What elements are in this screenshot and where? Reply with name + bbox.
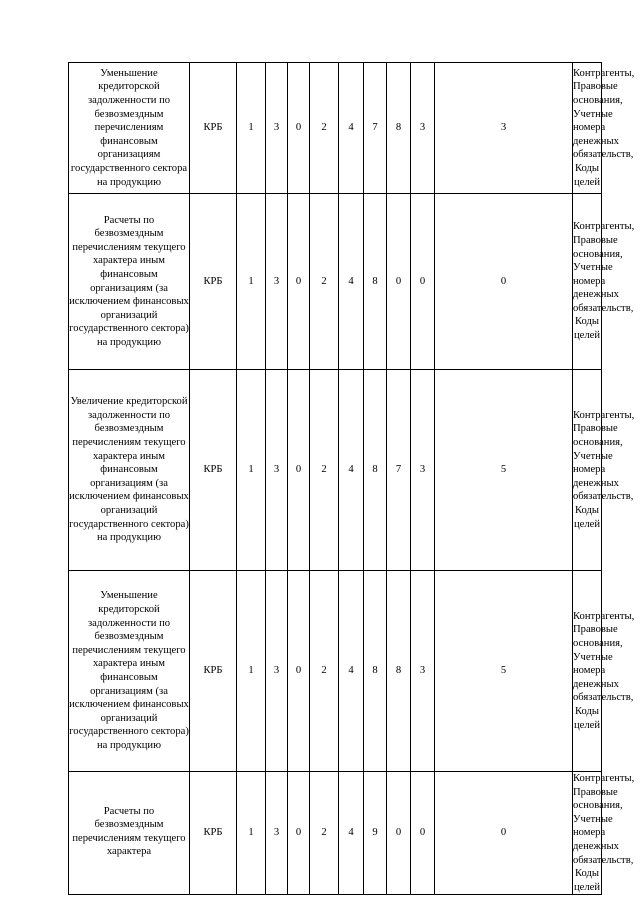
digit-cell: 2 xyxy=(310,194,339,370)
digit-cell: 3 xyxy=(266,370,288,571)
analytics-cell: Контрагенты, Правовые основания, Учетные номера денежных обязательств, Коды целей xyxy=(573,571,602,772)
account-code-cell: КРБ xyxy=(190,194,237,370)
digit-cell: 4 xyxy=(339,194,364,370)
table-row xyxy=(69,571,602,772)
digit-cell: 5 xyxy=(435,370,573,571)
account-name-cell: Увеличение кредиторской задолженности по безвозмездным перечислениям текущего характера иным финансовым организациям (за исключением финансовых организаций государственного сектора) на продукцию xyxy=(69,370,190,571)
digit-cell: 2 xyxy=(310,63,339,194)
digit-cell: 0 xyxy=(435,772,573,895)
digit-cell: 0 xyxy=(288,370,310,571)
table-row xyxy=(69,370,602,571)
digit-cell: 1 xyxy=(237,194,266,370)
digit-cell: 8 xyxy=(364,194,387,370)
digit-cell: 3 xyxy=(411,571,435,772)
digit-cell: 1 xyxy=(237,571,266,772)
digit-cell: 4 xyxy=(339,63,364,194)
digit-cell: 0 xyxy=(387,194,411,370)
account-name-cell: Уменьшение кредиторской задолженности по безвозмездным перечислениям текущего характера иным финансовым организациям (за исключением финансовых организаций государственного сектора) на продукцию xyxy=(69,571,190,772)
digit-cell: 1 xyxy=(237,63,266,194)
digit-cell: 8 xyxy=(364,370,387,571)
digit-cell: 2 xyxy=(310,571,339,772)
digit-cell: 7 xyxy=(364,63,387,194)
account-name-cell xyxy=(69,772,190,895)
table-row xyxy=(69,63,602,194)
analytics-cell: Контрагенты, Правовые основания, Учетные номера денежных обязательств, Коды целей xyxy=(573,194,602,370)
digit-cell: 8 xyxy=(387,63,411,194)
digit-cell: 0 xyxy=(387,772,411,895)
digit-cell: 3 xyxy=(435,63,573,194)
account-code-cell: КРБ xyxy=(190,772,237,895)
account-name-text: Расчеты по безвозмездным перечислениям текущего характера xyxy=(72,805,186,858)
digit-cell: 8 xyxy=(364,571,387,772)
accounts-table xyxy=(68,62,635,895)
digit-cell: 3 xyxy=(266,63,288,194)
table-row xyxy=(69,194,602,370)
digit-cell: 1 xyxy=(237,370,266,571)
analytics-cell: Контрагенты, Правовые основания, Учетные номера денежных обязательств, Коды целей xyxy=(573,370,602,571)
account-code-cell: КРБ xyxy=(190,370,237,571)
digit-cell: 0 xyxy=(288,63,310,194)
analytics-cell: Контрагенты, Правовые основания, Учетные номера денежных обязательств, Коды целей xyxy=(573,63,602,194)
analytics-cell: Контрагенты, Правовые основания, Учетные номера денежных обязательств, Коды целей xyxy=(573,772,602,895)
digit-cell: 0 xyxy=(435,194,573,370)
digit-cell: 4 xyxy=(339,571,364,772)
digit-cell: 0 xyxy=(288,571,310,772)
digit-cell: 4 xyxy=(339,370,364,571)
account-code-cell: КРБ xyxy=(190,571,237,772)
digit-cell: 3 xyxy=(266,772,288,895)
digit-cell: 0 xyxy=(411,194,435,370)
digit-cell: 3 xyxy=(411,370,435,571)
digit-cell: 7 xyxy=(387,370,411,571)
digit-cell: 5 xyxy=(435,571,573,772)
table-row xyxy=(69,772,602,895)
digit-cell: 1 xyxy=(237,772,266,895)
digit-cell: 3 xyxy=(266,194,288,370)
digit-cell: 9 xyxy=(364,772,387,895)
account-name-cell: Расчеты по безвозмездным перечислениям текущего характера иным финансовым организациям (за исключением финансовых организаций государственного сектора) на продукцию xyxy=(69,194,190,370)
digit-cell: 3 xyxy=(411,63,435,194)
digit-cell: 0 xyxy=(288,194,310,370)
digit-cell: 2 xyxy=(310,370,339,571)
digit-cell: 3 xyxy=(266,571,288,772)
digit-cell: 0 xyxy=(288,772,310,895)
digit-cell: 4 xyxy=(339,772,364,895)
account-name-cell: Уменьшение кредиторской задолженности по безвозмездным перечислениям финансовым организациям государственного сектора на продукцию xyxy=(69,63,190,194)
account-code-cell: КРБ xyxy=(190,63,237,194)
digit-cell: 0 xyxy=(411,772,435,895)
digit-cell: 2 xyxy=(310,772,339,895)
digit-cell: 8 xyxy=(387,571,411,772)
